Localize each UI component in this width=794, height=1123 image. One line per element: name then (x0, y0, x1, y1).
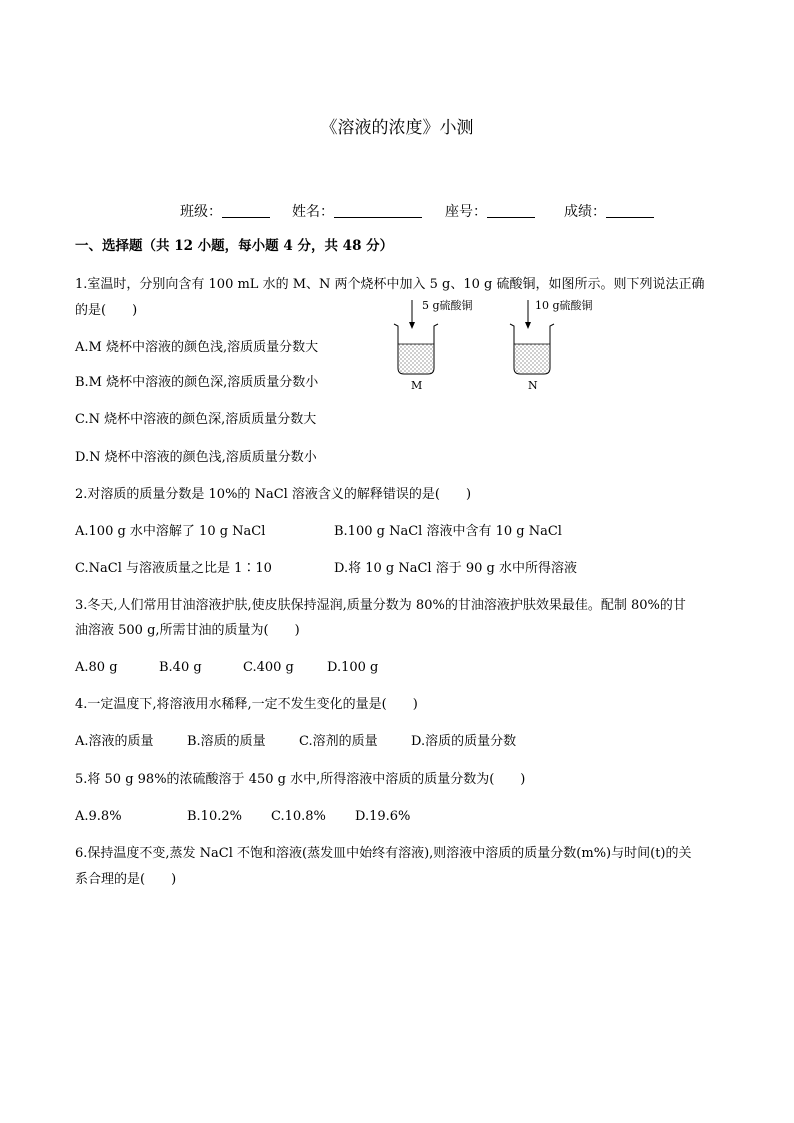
beaker-m-label: M (411, 379, 423, 392)
question-1-stem-line-2: 的是( ) (75, 303, 138, 318)
name-label: 姓名： (292, 204, 334, 220)
question-3-option-d[interactable]: D.100 g (327, 660, 379, 675)
class-blank[interactable] (222, 203, 270, 218)
question-4-option-d[interactable]: D.溶质的质量分数 (411, 734, 517, 749)
name-blank[interactable] (334, 203, 422, 218)
question-3-stem-line-2: 油溶液 500 g,所需甘油的质量为( ) (75, 623, 300, 638)
question-4-option-a[interactable]: A.溶液的质量 (75, 734, 154, 749)
question-2-option-b[interactable]: B.100 g NaCl 溶液中含有 10 g NaCl (334, 524, 562, 539)
arrowhead-n-icon (525, 322, 531, 329)
question-3-option-b[interactable]: B.40 g (159, 660, 202, 675)
name-field (292, 203, 422, 219)
beaker-m-added-label: 5 g硫酸铜 (422, 299, 473, 312)
question-1-stem-line-1: 1.室温时，分别向含有 100 mL 水的 M、N 两个烧杯中加入 5 g、10 g 硫酸铜，如图所示。则下列说法正确 (75, 277, 705, 292)
beaker-n-label: N (528, 379, 538, 392)
beaker-n-added-label: 10 g硫酸铜 (535, 299, 593, 312)
question-1-option-a[interactable]: A.M 烧杯中溶液的颜色浅,溶质质量分数大 (75, 340, 319, 355)
question-3-option-c[interactable]: C.400 g (243, 660, 294, 675)
seat-label: 座号： (445, 204, 487, 220)
question-4-option-c[interactable]: C.溶剂的质量 (299, 734, 378, 749)
solution-m-icon (399, 344, 433, 373)
question-3-option-a[interactable]: A.80 g (75, 660, 118, 675)
question-5-option-d[interactable]: D.19.6% (355, 809, 411, 824)
page-title: 《溶液的浓度》小测 (320, 118, 474, 138)
question-6-stem-line-1: 6.保持温度不变,蒸发 NaCl 不饱和溶液(蒸发皿中始终有溶液),则溶液中溶质的质量分数(m%)与时间(t)的关 (75, 846, 692, 861)
question-6-stem-line-2: 系合理的是( ) (75, 872, 177, 887)
question-1-option-c[interactable]: C.N 烧杯中溶液的颜色深,溶质质量分数大 (75, 412, 317, 427)
question-3-stem-line-1: 3.冬天,人们常用甘油溶液护肤,使皮肤保持湿润,质量分数为 80%的甘油溶液护肤效果最佳。配制 80%的甘 (75, 598, 686, 613)
score-field (564, 203, 654, 219)
question-2-stem: 2.对溶质的质量分数是 10%的 NaCl 溶液含义的解释错误的是( ) (75, 487, 472, 502)
question-2-option-d[interactable]: D.将 10 g NaCl 溶于 90 g 水中所得溶液 (334, 561, 577, 576)
question-4-option-b[interactable]: B.溶质的质量 (187, 734, 266, 749)
question-5-option-c[interactable]: C.10.8% (271, 809, 326, 824)
question-2-option-a[interactable]: A.100 g 水中溶解了 10 g NaCl (75, 524, 266, 539)
section-heading: 一、选择题（共 12 小题，每小题 4 分，共 48 分） (75, 238, 394, 254)
question-2-option-c[interactable]: C.NaCl 与溶液质量之比是 1∶10 (75, 561, 272, 576)
class-label: 班级： (180, 204, 222, 220)
class-field (180, 203, 270, 219)
question-5-stem: 5.将 50 g 98%的浓硫酸溶于 450 g 水中,所得溶液中溶质的质量分数为( ) (75, 772, 526, 787)
score-label: 成绩： (564, 204, 606, 220)
seat-field (445, 203, 535, 219)
question-5-option-b[interactable]: B.10.2% (187, 809, 242, 824)
solution-n-icon (515, 344, 549, 373)
question-1-option-b[interactable]: B.M 烧杯中溶液的颜色深,溶质质量分数小 (75, 375, 319, 390)
score-blank[interactable] (606, 203, 654, 218)
question-5-option-a[interactable]: A.9.8% (75, 809, 122, 824)
seat-blank[interactable] (487, 203, 535, 218)
question-4-stem: 4.一定温度下,将溶液用水稀释,一定不发生变化的量是( ) (75, 697, 418, 712)
arrowhead-m-icon (409, 322, 415, 329)
question-1-option-d[interactable]: D.N 烧杯中溶液的颜色浅,溶质质量分数小 (75, 450, 317, 465)
